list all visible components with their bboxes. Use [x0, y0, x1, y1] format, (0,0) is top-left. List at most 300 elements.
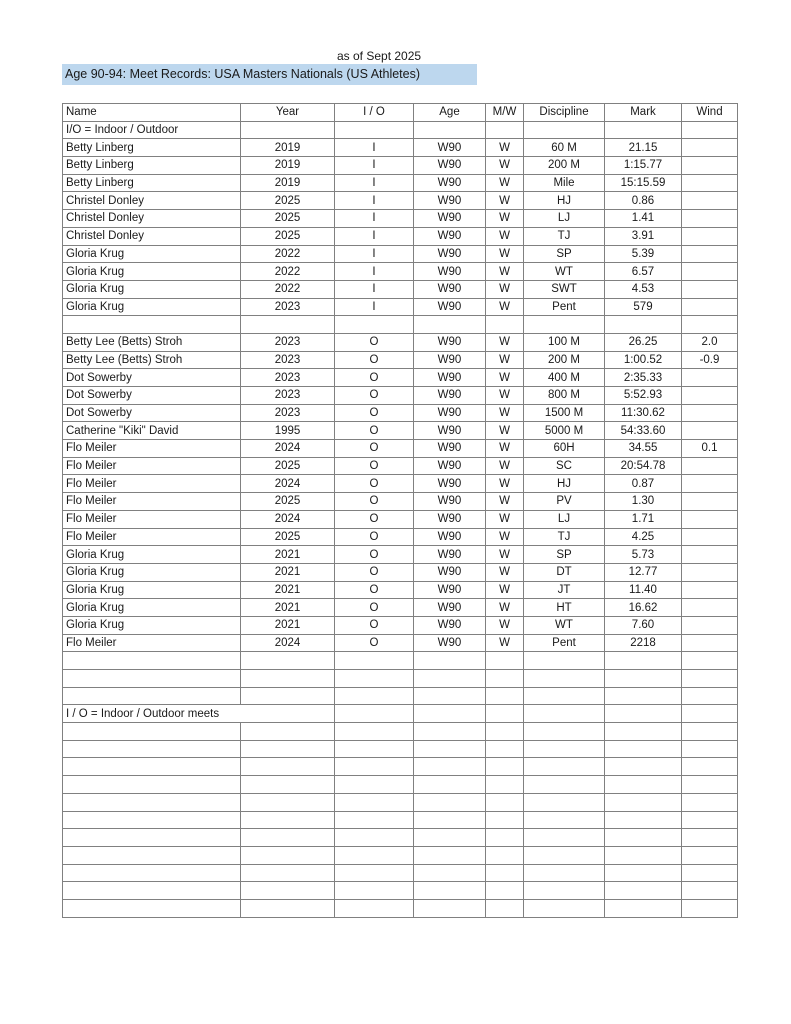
- table-cell: [63, 899, 241, 917]
- table-cell: W: [486, 422, 524, 440]
- table-cell: W90: [414, 493, 486, 511]
- table-cell: [524, 670, 605, 688]
- table-cell: Gloria Krug: [63, 599, 241, 617]
- table-cell: [682, 705, 738, 723]
- table-cell: 0.86: [605, 192, 682, 210]
- table-row: [63, 440, 738, 458]
- table-cell: Gloria Krug: [63, 263, 241, 281]
- table-cell: I: [335, 263, 414, 281]
- table-cell: [682, 723, 738, 741]
- table-cell: I: [335, 139, 414, 157]
- table-cell: 200 M: [524, 351, 605, 369]
- table-cell: 800 M: [524, 387, 605, 405]
- table-cell: [682, 263, 738, 281]
- table-row: [63, 404, 738, 422]
- table-cell: [63, 687, 241, 705]
- table-cell: W90: [414, 245, 486, 263]
- table-cell: LJ: [524, 210, 605, 228]
- table-cell: [682, 387, 738, 405]
- table-cell: [682, 457, 738, 475]
- table-cell: 2019: [241, 139, 335, 157]
- table-cell: 1:00.52: [605, 351, 682, 369]
- table-cell: 26.25: [605, 333, 682, 351]
- table-cell: [524, 121, 605, 139]
- table-cell: [605, 882, 682, 900]
- table-cell: [335, 776, 414, 794]
- table-cell: TJ: [524, 227, 605, 245]
- table-cell: [605, 316, 682, 334]
- empty-row: [63, 864, 738, 882]
- column-header: Discipline: [524, 104, 605, 122]
- table-cell: W90: [414, 227, 486, 245]
- table-cell: [524, 687, 605, 705]
- table-cell: W90: [414, 298, 486, 316]
- table-cell: [682, 546, 738, 564]
- table-cell: [241, 758, 335, 776]
- table-cell: W90: [414, 546, 486, 564]
- table-cell: 2023: [241, 333, 335, 351]
- table-cell: 16.62: [605, 599, 682, 617]
- table-cell: [486, 811, 524, 829]
- table-cell: W90: [414, 457, 486, 475]
- table-cell: W90: [414, 263, 486, 281]
- table-cell: W90: [414, 387, 486, 405]
- table-cell: [682, 139, 738, 157]
- table-cell: 2024: [241, 510, 335, 528]
- table-cell: W90: [414, 599, 486, 617]
- table-cell: [524, 882, 605, 900]
- table-cell: W90: [414, 510, 486, 528]
- table-cell: 2024: [241, 475, 335, 493]
- table-cell: O: [335, 422, 414, 440]
- table-cell: [241, 811, 335, 829]
- table-cell: 11:30.62: [605, 404, 682, 422]
- table-cell: [63, 740, 241, 758]
- table-cell: [682, 563, 738, 581]
- table-cell: W90: [414, 440, 486, 458]
- empty-row: [63, 723, 738, 741]
- table-cell: [486, 316, 524, 334]
- table-cell: [241, 846, 335, 864]
- table-cell: [414, 776, 486, 794]
- table-cell: Christel Donley: [63, 210, 241, 228]
- table-cell: Christel Donley: [63, 192, 241, 210]
- table-cell: [524, 652, 605, 670]
- table-cell: [524, 316, 605, 334]
- table-cell: W: [486, 333, 524, 351]
- table-cell: [414, 723, 486, 741]
- table-row: [63, 387, 738, 405]
- table-cell: [682, 776, 738, 794]
- table-cell: [486, 740, 524, 758]
- table-cell: [682, 811, 738, 829]
- table-cell: HT: [524, 599, 605, 617]
- as-of-date: as of Sept 2025: [337, 49, 422, 63]
- table-cell: [335, 316, 414, 334]
- table-cell: [524, 864, 605, 882]
- table-cell: [682, 670, 738, 688]
- table-cell: Dot Sowerby: [63, 369, 241, 387]
- table-cell: [486, 687, 524, 705]
- table-cell: 20:54.78: [605, 457, 682, 475]
- table-cell: 2022: [241, 280, 335, 298]
- table-cell: [682, 687, 738, 705]
- table-cell: Flo Meiler: [63, 510, 241, 528]
- table-cell: [486, 882, 524, 900]
- table-cell: O: [335, 563, 414, 581]
- table-cell: W90: [414, 581, 486, 599]
- table-cell: [335, 687, 414, 705]
- table-cell: [414, 882, 486, 900]
- table-cell: O: [335, 510, 414, 528]
- table-cell: I: [335, 192, 414, 210]
- table-cell: W90: [414, 634, 486, 652]
- empty-row: [63, 652, 738, 670]
- table-row: [63, 139, 738, 157]
- table-cell: [241, 316, 335, 334]
- table-cell: [682, 227, 738, 245]
- table-cell: 2019: [241, 157, 335, 175]
- table-cell: W90: [414, 139, 486, 157]
- table-cell: Betty Lee (Betts) Stroh: [63, 333, 241, 351]
- table-cell: [63, 776, 241, 794]
- table-cell: 200 M: [524, 157, 605, 175]
- table-cell: 2025: [241, 227, 335, 245]
- table-cell: [682, 298, 738, 316]
- table-cell: [682, 369, 738, 387]
- table-cell: W90: [414, 369, 486, 387]
- table-cell: [524, 776, 605, 794]
- table-cell: [682, 882, 738, 900]
- table-row: [63, 546, 738, 564]
- table-cell: [241, 776, 335, 794]
- table-cell: W90: [414, 280, 486, 298]
- table-cell: [682, 740, 738, 758]
- table-cell: I: [335, 298, 414, 316]
- table-cell: Gloria Krug: [63, 298, 241, 316]
- table-cell: W90: [414, 192, 486, 210]
- empty-row: [63, 899, 738, 917]
- table-cell: [63, 316, 241, 334]
- table-row: [63, 192, 738, 210]
- empty-row: [63, 793, 738, 811]
- table-cell: [335, 740, 414, 758]
- table-cell: Gloria Krug: [63, 563, 241, 581]
- column-header: Year: [241, 104, 335, 122]
- table-cell: Betty Linberg: [63, 174, 241, 192]
- table-cell: [241, 864, 335, 882]
- table-cell: W: [486, 510, 524, 528]
- table-cell: W90: [414, 333, 486, 351]
- table-cell: 7.60: [605, 616, 682, 634]
- table-cell: Flo Meiler: [63, 634, 241, 652]
- table-cell: [414, 670, 486, 688]
- column-header: Wind: [682, 104, 738, 122]
- table-cell: [335, 121, 414, 139]
- table-cell: [63, 811, 241, 829]
- table-cell: 60H: [524, 440, 605, 458]
- note-row: [63, 121, 738, 139]
- table-cell: [605, 740, 682, 758]
- table-cell: Betty Lee (Betts) Stroh: [63, 351, 241, 369]
- table-cell: [414, 740, 486, 758]
- table-row: [63, 563, 738, 581]
- table-cell: [682, 404, 738, 422]
- sheet-title: Age 90-94: Meet Records: USA Masters Nationals (US Athletes): [62, 64, 477, 85]
- table-cell: W: [486, 634, 524, 652]
- table-cell: 2023: [241, 351, 335, 369]
- table-cell: -0.9: [682, 351, 738, 369]
- table-cell: [682, 581, 738, 599]
- table-cell: O: [335, 528, 414, 546]
- table-cell: Flo Meiler: [63, 475, 241, 493]
- table-cell: 2023: [241, 369, 335, 387]
- table-cell: [486, 829, 524, 847]
- table-cell: [605, 864, 682, 882]
- table-cell: W: [486, 457, 524, 475]
- table-cell: W: [486, 404, 524, 422]
- table-cell: Dot Sowerby: [63, 404, 241, 422]
- table-cell: [682, 758, 738, 776]
- table-cell: 2021: [241, 599, 335, 617]
- table-cell: Gloria Krug: [63, 581, 241, 599]
- table-cell: I: [335, 210, 414, 228]
- table-cell: 15:15.59: [605, 174, 682, 192]
- table-cell: W90: [414, 528, 486, 546]
- table-cell: 60 M: [524, 139, 605, 157]
- table-cell: Gloria Krug: [63, 280, 241, 298]
- table-cell: O: [335, 369, 414, 387]
- table-cell: [414, 829, 486, 847]
- table-row: [63, 351, 738, 369]
- table-cell: [682, 528, 738, 546]
- table-cell: [682, 616, 738, 634]
- records-table: [62, 103, 738, 918]
- table-cell: 2021: [241, 546, 335, 564]
- table-cell: [241, 899, 335, 917]
- column-header: I / O: [335, 104, 414, 122]
- table-cell: Catherine "Kiki" David: [63, 422, 241, 440]
- table-cell: 2022: [241, 263, 335, 281]
- table-cell: [524, 740, 605, 758]
- table-cell: [335, 864, 414, 882]
- table-cell: [63, 882, 241, 900]
- table-cell: [241, 723, 335, 741]
- empty-row: [63, 882, 738, 900]
- table-cell: [414, 811, 486, 829]
- table-row: [63, 298, 738, 316]
- table-cell: Betty Linberg: [63, 139, 241, 157]
- table-cell: O: [335, 333, 414, 351]
- table-cell: [682, 829, 738, 847]
- table-cell: [682, 475, 738, 493]
- table-cell: [335, 829, 414, 847]
- table-cell: 2.0: [682, 333, 738, 351]
- table-cell: W: [486, 475, 524, 493]
- table-cell: [682, 652, 738, 670]
- records-body: [63, 121, 738, 917]
- table-cell: 1995: [241, 422, 335, 440]
- table-cell: [335, 705, 414, 723]
- table-cell: [335, 793, 414, 811]
- table-cell: 579: [605, 298, 682, 316]
- table-cell: 2023: [241, 298, 335, 316]
- table-cell: [335, 846, 414, 864]
- table-cell: [63, 793, 241, 811]
- table-cell: W90: [414, 404, 486, 422]
- table-row: [63, 616, 738, 634]
- table-cell: O: [335, 351, 414, 369]
- table-cell: 2025: [241, 457, 335, 475]
- table-cell: [241, 121, 335, 139]
- table-cell: SC: [524, 457, 605, 475]
- empty-row: [63, 776, 738, 794]
- table-cell: O: [335, 546, 414, 564]
- table-cell: 54:33.60: [605, 422, 682, 440]
- empty-row: [63, 811, 738, 829]
- table-row: [63, 634, 738, 652]
- table-cell: [241, 652, 335, 670]
- table-cell: I: [335, 280, 414, 298]
- table-cell: PV: [524, 493, 605, 511]
- table-cell: [335, 723, 414, 741]
- table-cell: [524, 846, 605, 864]
- empty-row: [63, 687, 738, 705]
- table-cell: 2019: [241, 174, 335, 192]
- table-cell: [241, 670, 335, 688]
- table-cell: SP: [524, 245, 605, 263]
- table-row: [63, 157, 738, 175]
- table-cell: [682, 316, 738, 334]
- table-cell: W90: [414, 210, 486, 228]
- table-cell: O: [335, 634, 414, 652]
- table-cell: [63, 652, 241, 670]
- table-cell: [63, 846, 241, 864]
- table-cell: [682, 192, 738, 210]
- table-cell: [605, 846, 682, 864]
- table-cell: W: [486, 351, 524, 369]
- table-cell: 3.91: [605, 227, 682, 245]
- table-cell: W: [486, 387, 524, 405]
- table-cell: W90: [414, 563, 486, 581]
- table-cell: [63, 670, 241, 688]
- table-cell: [682, 599, 738, 617]
- table-row: [63, 210, 738, 228]
- column-header: M/W: [486, 104, 524, 122]
- table-cell: O: [335, 404, 414, 422]
- table-cell: [605, 652, 682, 670]
- table-cell: [241, 687, 335, 705]
- table-cell: [414, 899, 486, 917]
- table-cell: 1:15.77: [605, 157, 682, 175]
- table-row: [63, 174, 738, 192]
- table-cell: [682, 174, 738, 192]
- table-cell: LJ: [524, 510, 605, 528]
- table-cell: Flo Meiler: [63, 457, 241, 475]
- table-cell: W: [486, 563, 524, 581]
- table-cell: [682, 899, 738, 917]
- table-cell: 2025: [241, 493, 335, 511]
- table-cell: 4.53: [605, 280, 682, 298]
- table-row: [63, 263, 738, 281]
- table-cell: O: [335, 475, 414, 493]
- table-cell: 2021: [241, 563, 335, 581]
- table-cell: 0.87: [605, 475, 682, 493]
- table-cell: W: [486, 157, 524, 175]
- table-cell: Flo Meiler: [63, 493, 241, 511]
- table-cell: 2024: [241, 440, 335, 458]
- empty-row: [63, 758, 738, 776]
- table-cell: 1500 M: [524, 404, 605, 422]
- table-cell: Flo Meiler: [63, 440, 241, 458]
- table-cell: W: [486, 581, 524, 599]
- table-cell: 1.41: [605, 210, 682, 228]
- table-cell: 21.15: [605, 139, 682, 157]
- table-cell: [335, 899, 414, 917]
- table-cell: [486, 758, 524, 776]
- table-cell: [682, 793, 738, 811]
- table-cell: W: [486, 227, 524, 245]
- table-cell: W90: [414, 616, 486, 634]
- table-cell: Pent: [524, 298, 605, 316]
- table-cell: [605, 829, 682, 847]
- header-row: [63, 104, 738, 122]
- table-cell: 5.73: [605, 546, 682, 564]
- table-cell: I/O = Indoor / Outdoor: [63, 121, 241, 139]
- table-cell: [414, 652, 486, 670]
- table-cell: [335, 652, 414, 670]
- table-cell: 2021: [241, 616, 335, 634]
- table-cell: WT: [524, 263, 605, 281]
- table-cell: 2025: [241, 192, 335, 210]
- table-cell: [605, 899, 682, 917]
- table-cell: 0.1: [682, 440, 738, 458]
- table-cell: 2218: [605, 634, 682, 652]
- table-cell: [524, 758, 605, 776]
- table-cell: [335, 882, 414, 900]
- table-cell: [335, 758, 414, 776]
- table-cell: 34.55: [605, 440, 682, 458]
- table-cell: [605, 670, 682, 688]
- table-cell: [414, 687, 486, 705]
- table-cell: TJ: [524, 528, 605, 546]
- table-cell: W: [486, 210, 524, 228]
- table-cell: Betty Linberg: [63, 157, 241, 175]
- empty-row: [63, 670, 738, 688]
- table-cell: [414, 316, 486, 334]
- column-header: Age: [414, 104, 486, 122]
- table-cell: [486, 776, 524, 794]
- column-header: Mark: [605, 104, 682, 122]
- table-cell: DT: [524, 563, 605, 581]
- table-cell: [335, 811, 414, 829]
- table-cell: [524, 899, 605, 917]
- table-cell: O: [335, 599, 414, 617]
- table-cell: 5.39: [605, 245, 682, 263]
- table-cell: W90: [414, 475, 486, 493]
- table-cell: W: [486, 616, 524, 634]
- table-cell: W: [486, 280, 524, 298]
- table-cell: O: [335, 581, 414, 599]
- table-cell: [605, 705, 682, 723]
- table-cell: W: [486, 546, 524, 564]
- table-cell: [414, 121, 486, 139]
- table-cell: [241, 882, 335, 900]
- table-cell: [605, 776, 682, 794]
- table-cell: [414, 864, 486, 882]
- table-cell: [682, 245, 738, 263]
- table-cell: O: [335, 457, 414, 475]
